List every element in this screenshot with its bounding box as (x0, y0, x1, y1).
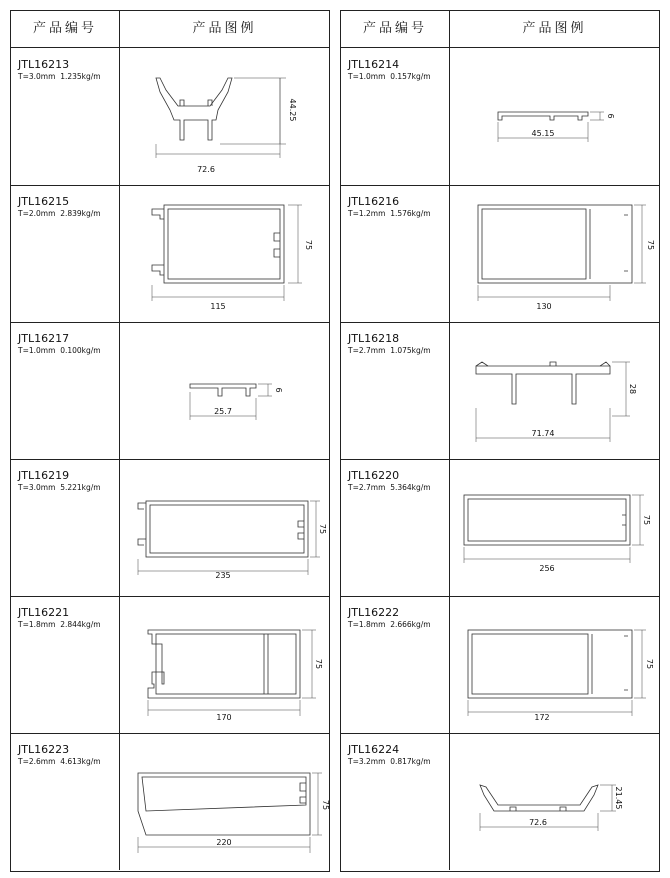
height-label: 75 (314, 658, 323, 670)
product-id: JTL16222 (348, 606, 400, 619)
product-row (341, 596, 659, 734)
weight: 1.075kg/m (390, 346, 431, 355)
profile-figure (450, 48, 659, 185)
weight: 2.666kg/m (390, 620, 431, 629)
product-id: JTL16221 (18, 606, 70, 619)
product-spec (18, 757, 101, 766)
product-row (11, 322, 329, 460)
thickness: T=2.7mm (348, 483, 386, 492)
product-row (11, 733, 329, 870)
product-spec (348, 483, 431, 492)
width-label: 71.74 (531, 429, 555, 438)
thickness: T=2.6mm (18, 757, 56, 766)
profile-figure (120, 48, 329, 185)
width-label: 72.6 (529, 818, 547, 827)
height-label: 75 (646, 239, 655, 251)
height-label: 75 (645, 658, 654, 670)
product-spec (18, 620, 101, 629)
width-label: 256 (539, 564, 555, 573)
thickness: T=3.0mm (18, 72, 56, 81)
profile-drawing (120, 48, 328, 185)
height-label: 21.45 (614, 786, 623, 810)
height-label: 28 (628, 383, 637, 395)
profile-figure (450, 459, 659, 596)
thickness: T=2.0mm (18, 209, 56, 218)
thickness: T=1.0mm (348, 72, 386, 81)
product-row (11, 185, 329, 323)
width-label: 115 (210, 302, 226, 311)
product-row (11, 459, 329, 597)
profile-drawing (450, 48, 658, 185)
thickness: T=3.2mm (348, 757, 386, 766)
profile-figure (450, 185, 659, 322)
weight: 2.844kg/m (60, 620, 101, 629)
profile-figure (450, 733, 659, 870)
weight: 1.235kg/m (60, 72, 101, 81)
profile-figure (120, 185, 329, 322)
width-label: 25.7 (214, 407, 232, 416)
weight: 5.364kg/m (390, 483, 431, 492)
product-code-cell (11, 596, 120, 733)
height-label: 6 (606, 113, 615, 119)
product-id: JTL16214 (348, 58, 400, 71)
product-code-cell (341, 596, 450, 733)
height-label: 44.25 (288, 98, 297, 122)
table-header (341, 11, 659, 48)
profile-figure (450, 596, 659, 733)
weight: 4.613kg/m (60, 757, 101, 766)
product-spec (348, 757, 431, 766)
product-row (341, 185, 659, 323)
product-table-right (340, 10, 660, 872)
product-row (341, 48, 659, 186)
weight: 0.157kg/m (390, 72, 431, 81)
header-product-code: 产品编号 (341, 11, 450, 47)
thickness: T=2.7mm (348, 346, 386, 355)
table-header (11, 11, 329, 48)
weight: 2.839kg/m (60, 209, 101, 218)
thickness: T=1.8mm (348, 620, 386, 629)
weight: 5.221kg/m (60, 483, 101, 492)
height-label: 75 (321, 799, 330, 811)
product-row (11, 48, 329, 186)
thickness: T=1.8mm (18, 620, 56, 629)
width-label: 130 (536, 302, 552, 311)
profile-figure (450, 322, 659, 459)
product-spec (18, 346, 101, 355)
product-code-cell (341, 322, 450, 459)
profile-drawing (120, 596, 328, 733)
profile-drawing (450, 185, 658, 322)
product-code-cell (341, 459, 450, 596)
profile-drawing (450, 322, 658, 459)
product-code-cell (341, 733, 450, 870)
product-code-cell (11, 48, 120, 185)
product-table-left (10, 10, 330, 872)
width-label: 72.6 (197, 165, 215, 174)
width-label: 235 (215, 571, 231, 580)
product-id: JTL16219 (18, 469, 70, 482)
thickness: T=3.0mm (18, 483, 56, 492)
product-id: JTL16220 (348, 469, 400, 482)
profile-drawing (120, 459, 328, 596)
width-label: 45.15 (531, 129, 555, 138)
product-id: JTL16215 (18, 195, 70, 208)
product-id: JTL16216 (348, 195, 400, 208)
product-spec (348, 620, 431, 629)
product-row (11, 596, 329, 734)
profile-figure (120, 596, 329, 733)
product-spec (18, 72, 101, 81)
height-label: 75 (304, 239, 313, 251)
header-product-figure: 产品图例 (192, 21, 257, 36)
width-label: 220 (216, 838, 232, 847)
product-row (341, 322, 659, 460)
height-label: 75 (642, 514, 651, 526)
header-product-figure: 产品图例 (522, 21, 587, 36)
height-label: 6 (274, 387, 283, 393)
product-spec (348, 72, 431, 81)
profile-figure (120, 459, 329, 596)
width-label: 170 (216, 713, 232, 722)
thickness: T=1.0mm (18, 346, 56, 355)
profile-drawing (450, 733, 658, 870)
weight: 1.576kg/m (390, 209, 431, 218)
width-label: 172 (534, 713, 550, 722)
product-code-cell (341, 48, 450, 185)
profile-drawing (450, 596, 658, 733)
product-row (341, 733, 659, 870)
product-code-cell (11, 322, 120, 459)
profile-drawing (120, 185, 328, 322)
product-spec (348, 346, 431, 355)
profile-figure (120, 733, 329, 870)
product-spec (18, 483, 101, 492)
product-id: JTL16223 (18, 743, 70, 756)
product-id: JTL16213 (18, 58, 70, 71)
profile-figure (120, 322, 329, 459)
product-spec (348, 209, 431, 218)
product-id: JTL16217 (18, 332, 70, 345)
height-label: 75 (318, 523, 327, 535)
profile-drawing (120, 322, 328, 459)
product-code-cell (11, 185, 120, 322)
product-row (341, 459, 659, 597)
product-id: JTL16218 (348, 332, 400, 345)
profile-drawing (450, 459, 658, 596)
product-code-cell (11, 459, 120, 596)
weight: 0.100kg/m (60, 346, 101, 355)
product-code-cell (11, 733, 120, 870)
product-code-cell (341, 185, 450, 322)
profile-drawing (120, 733, 328, 870)
header-product-code: 产品编号 (11, 11, 120, 47)
product-id: JTL16224 (348, 743, 400, 756)
thickness: T=1.2mm (348, 209, 386, 218)
product-spec (18, 209, 101, 218)
weight: 0.817kg/m (390, 757, 431, 766)
